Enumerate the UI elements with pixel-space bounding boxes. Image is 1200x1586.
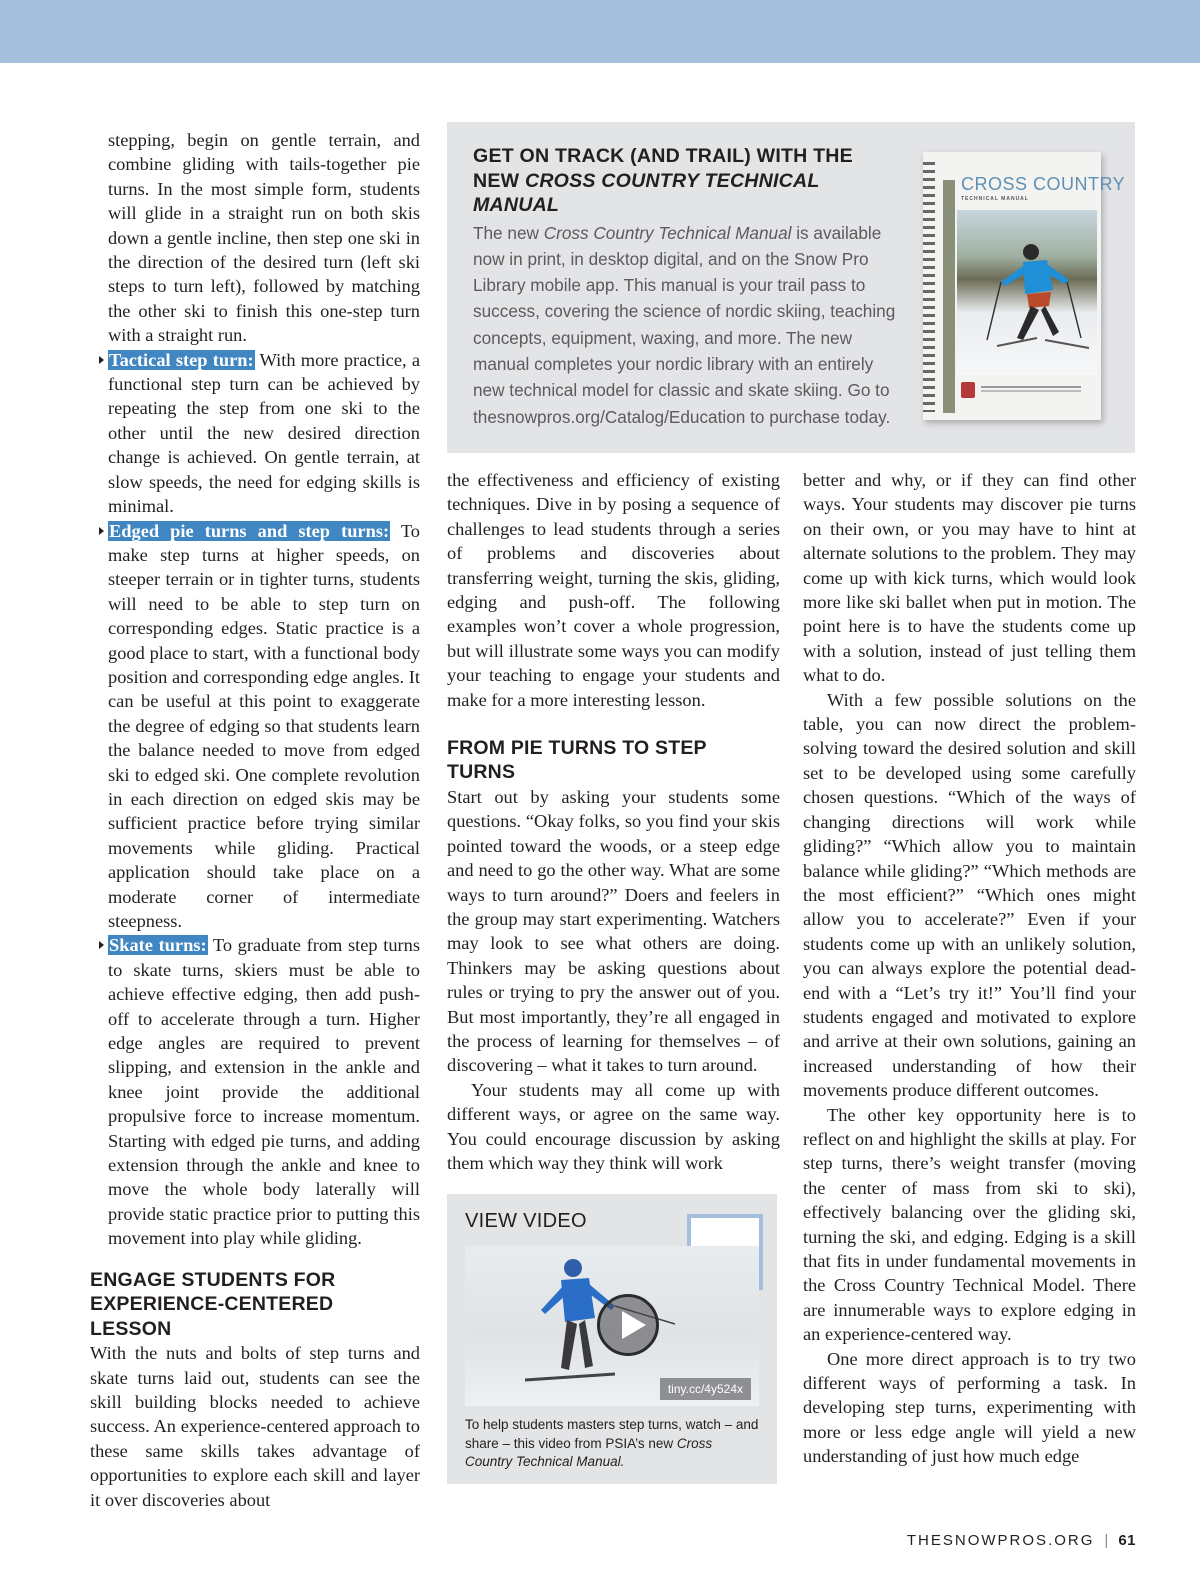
paragraph: Start out by asking your students some questions. “Okay folks, so you find your skis pointed toward the woods, or a steep edge and need to go the other way. What are some ways to turn around?” Doers and feelers in the group may start experimenting. Watchers may look to see what others are doing. Thinkers may be asking questions about rules or trying to pry the answer out of you. But most importantly, they’re all engaged in the process of learning for themselves – of discovering – what it takes to turn around. (447, 786, 780, 1076)
spiral-binding (923, 162, 935, 412)
cover-strip (943, 180, 955, 413)
skier-photo (957, 210, 1097, 375)
section-heading: ENGAGE STUDENTS FOR EXPERIENCE-CENTERED LESSON (90, 1269, 336, 1340)
publisher-line (981, 386, 1081, 388)
column-left-lower (90, 1268, 420, 1512)
caption-italic: Cross Country Technical Manual. (465, 1435, 713, 1469)
promo-body-part: is available now in print, in desktop digital, and on the Snow Pro Library mobile app. This manual is your trail pass to success, covering the science of nordic skiing, teaching concepts, equipment, waxing, and more. The new manual completes your nordic library with an entirely new technical model for classic and skate skiing. Go to thesnowpros.org/Catalog/Education to purchase today. (473, 222, 896, 427)
paragraph: stepping, begin on gentle terrain, and combine gliding with tails-together pie turns. In the most simple form, students will glide in a straight run on both skis down a gentle incline, then step one ski in the direction of the desired turn (left ski steps to turn left), followed by matching the other ski to finish this one-step turn with a straight run. (108, 130, 420, 346)
paragraph: better and why, or if they can find other ways. Your students may discover pie turns on their own, or you may have to hint at alternate solutions to the problem. They may come up with kick turns, which would look more like ski ballet when put in motion. The point here is to have the students come up with a solution, instead of just telling them what to do. (803, 470, 1136, 686)
term-highlight: Tactical step turn: (109, 349, 254, 370)
video-thumbnail[interactable] (465, 1246, 759, 1406)
cover-subtitle: TECHNICAL MANUAL (961, 196, 1029, 202)
paragraph: One more direct approach is to try two different ways of performing a task. In developing step turns, experimenting with more or less edge angle will yield a new understanding of just how much edge (803, 1348, 1136, 1467)
manual-cover-image (923, 152, 1126, 420)
column-left (108, 128, 420, 1251)
psia-logo-icon (961, 382, 975, 398)
page-number: 61 (1118, 1532, 1136, 1549)
paragraph: With the nuts and bolts of step turns and skate turns laid out, students can see the skill building blocks needed to achieve success. An experience-centered approach to these same skills takes advantage of opportunities to explore each skill and layer it over discoveries about (90, 1343, 420, 1510)
promo-body (473, 220, 903, 430)
video-title: VIEW VIDEO (465, 1210, 587, 1232)
paragraph: Your students may all come up with different ways, or agree on the same way. You could encourage discussion by asking them which way they think will work (447, 1079, 780, 1173)
promo-body-part: The new (473, 222, 544, 243)
bullet-skate-turns (108, 933, 420, 1250)
cover-title: CROSS COUNTRY (961, 174, 1126, 194)
bullet-text: To graduate from step turns to skate turns, skiers must be able to achieve effective edging, then add push-off to accelerate through a turn. Higher edge angles are required to prevent slipping, and extension in the ankle and knee joint provide the additional propulsive force to increase momentum. Starting with edged pie turns, and adding extension through the ankle and knee to move the whole body laterally will provide static practice prior to putting this movement into play while gliding. (108, 935, 420, 1249)
header-bar (0, 0, 1200, 63)
paragraph: the effectiveness and efficiency of existing techniques. Dive in by posing a sequence of challenges to lead students through a series of problems and discoveries about transferring weight, turning the skis, gliding, edging and push-off. The following examples won’t cover a whole progression, but will illustrate some ways you can modify your teaching to engage your students and make for a more interesting lesson. (447, 470, 780, 710)
bullet-text: To make step turns at higher speeds, on steeper terrain or in tighter turns, students will need to be able to step turn on corresponding edges. Static practice is a good place to start, with a functional body position and corresponding edge angles. It can be useful at this point to exaggerate the degree of edging so that students learn the balance needed to move from edged ski to edged ski. One complete revolution in each direction on edged skis may be sufficient practice before trying similar movements while gliding. Practical application should take place on a moderate corner of intermediate steepness. (108, 520, 420, 931)
bullet-edged-pie-turns (108, 519, 420, 934)
term-highlight: Skate turns: (109, 935, 207, 956)
paragraph: The other key opportunity here is to reflect on and highlight the skills at play. For step turns, there’s weight transfer (moving the center of mass from ski to ski), effectively balancing over the gliding ski, turning the ski, and edging. Edging is a skill that fits in under fundamental movements in the Cross Country Technical Model. There are innumerable ways to explore edging in an experience-centered way. (803, 1104, 1136, 1345)
caption-part: To help students masters step turns, watch – and share – this video from PSIA’s new (465, 1417, 759, 1451)
site-name: THESNOWPROS.ORG (906, 1532, 1095, 1549)
promo-title-italic: CROSS COUNTRY TECHNICAL MANUAL (473, 169, 820, 216)
term-highlight: Edged pie turns and step turns: (109, 520, 390, 541)
bullet-text: With more practice, a functional step turn can be achieved by repeating the step from one ski to the other until the new desired direction change is achieved. On gentle terrain, at slow speeds, the need for edging skills is minimal. (108, 349, 420, 517)
video-link[interactable]: tiny.cc/4y524x (660, 1378, 751, 1400)
promo-title-part: GET ON TRACK (AND TRAIL) WITH THE NEW (473, 145, 853, 192)
video-box (447, 1194, 777, 1484)
promo-title (473, 144, 903, 218)
video-caption (465, 1416, 761, 1472)
promo-body-italic: Cross Country Technical Manual (543, 222, 792, 243)
bullet-tactical-step-turn (108, 348, 420, 519)
paragraph: With a few possible solutions on the table, you can now direct the problem-solving toward the desired solution and skill set to be developed using some carefully chosen questions. “Which of the ways of changing directions will work while gliding?” “Which allow you to maintain balance while gliding?” “Which methods are the most efficient?” “Which ones might allow you to accelerate?” Even if your students come up with an unlikely solution, you can always explore the potential dead-end with a “Let’s try it!” You’ll find your students engaged and motivated to explore and arrive at their own solutions, gaining an increased understanding of how their movements produce different outcomes. (803, 689, 1136, 1101)
manual-promo-box (447, 122, 1135, 453)
skier-illustration (957, 210, 1097, 375)
column-middle (447, 468, 780, 1175)
column-right (803, 468, 1136, 1469)
page-footer (907, 1532, 1136, 1549)
play-button[interactable] (597, 1294, 659, 1356)
promo-text (473, 144, 903, 430)
section-heading: FROM PIE TURNS TO STEP TURNS (447, 737, 707, 784)
footer-separator: | (1104, 1532, 1109, 1549)
